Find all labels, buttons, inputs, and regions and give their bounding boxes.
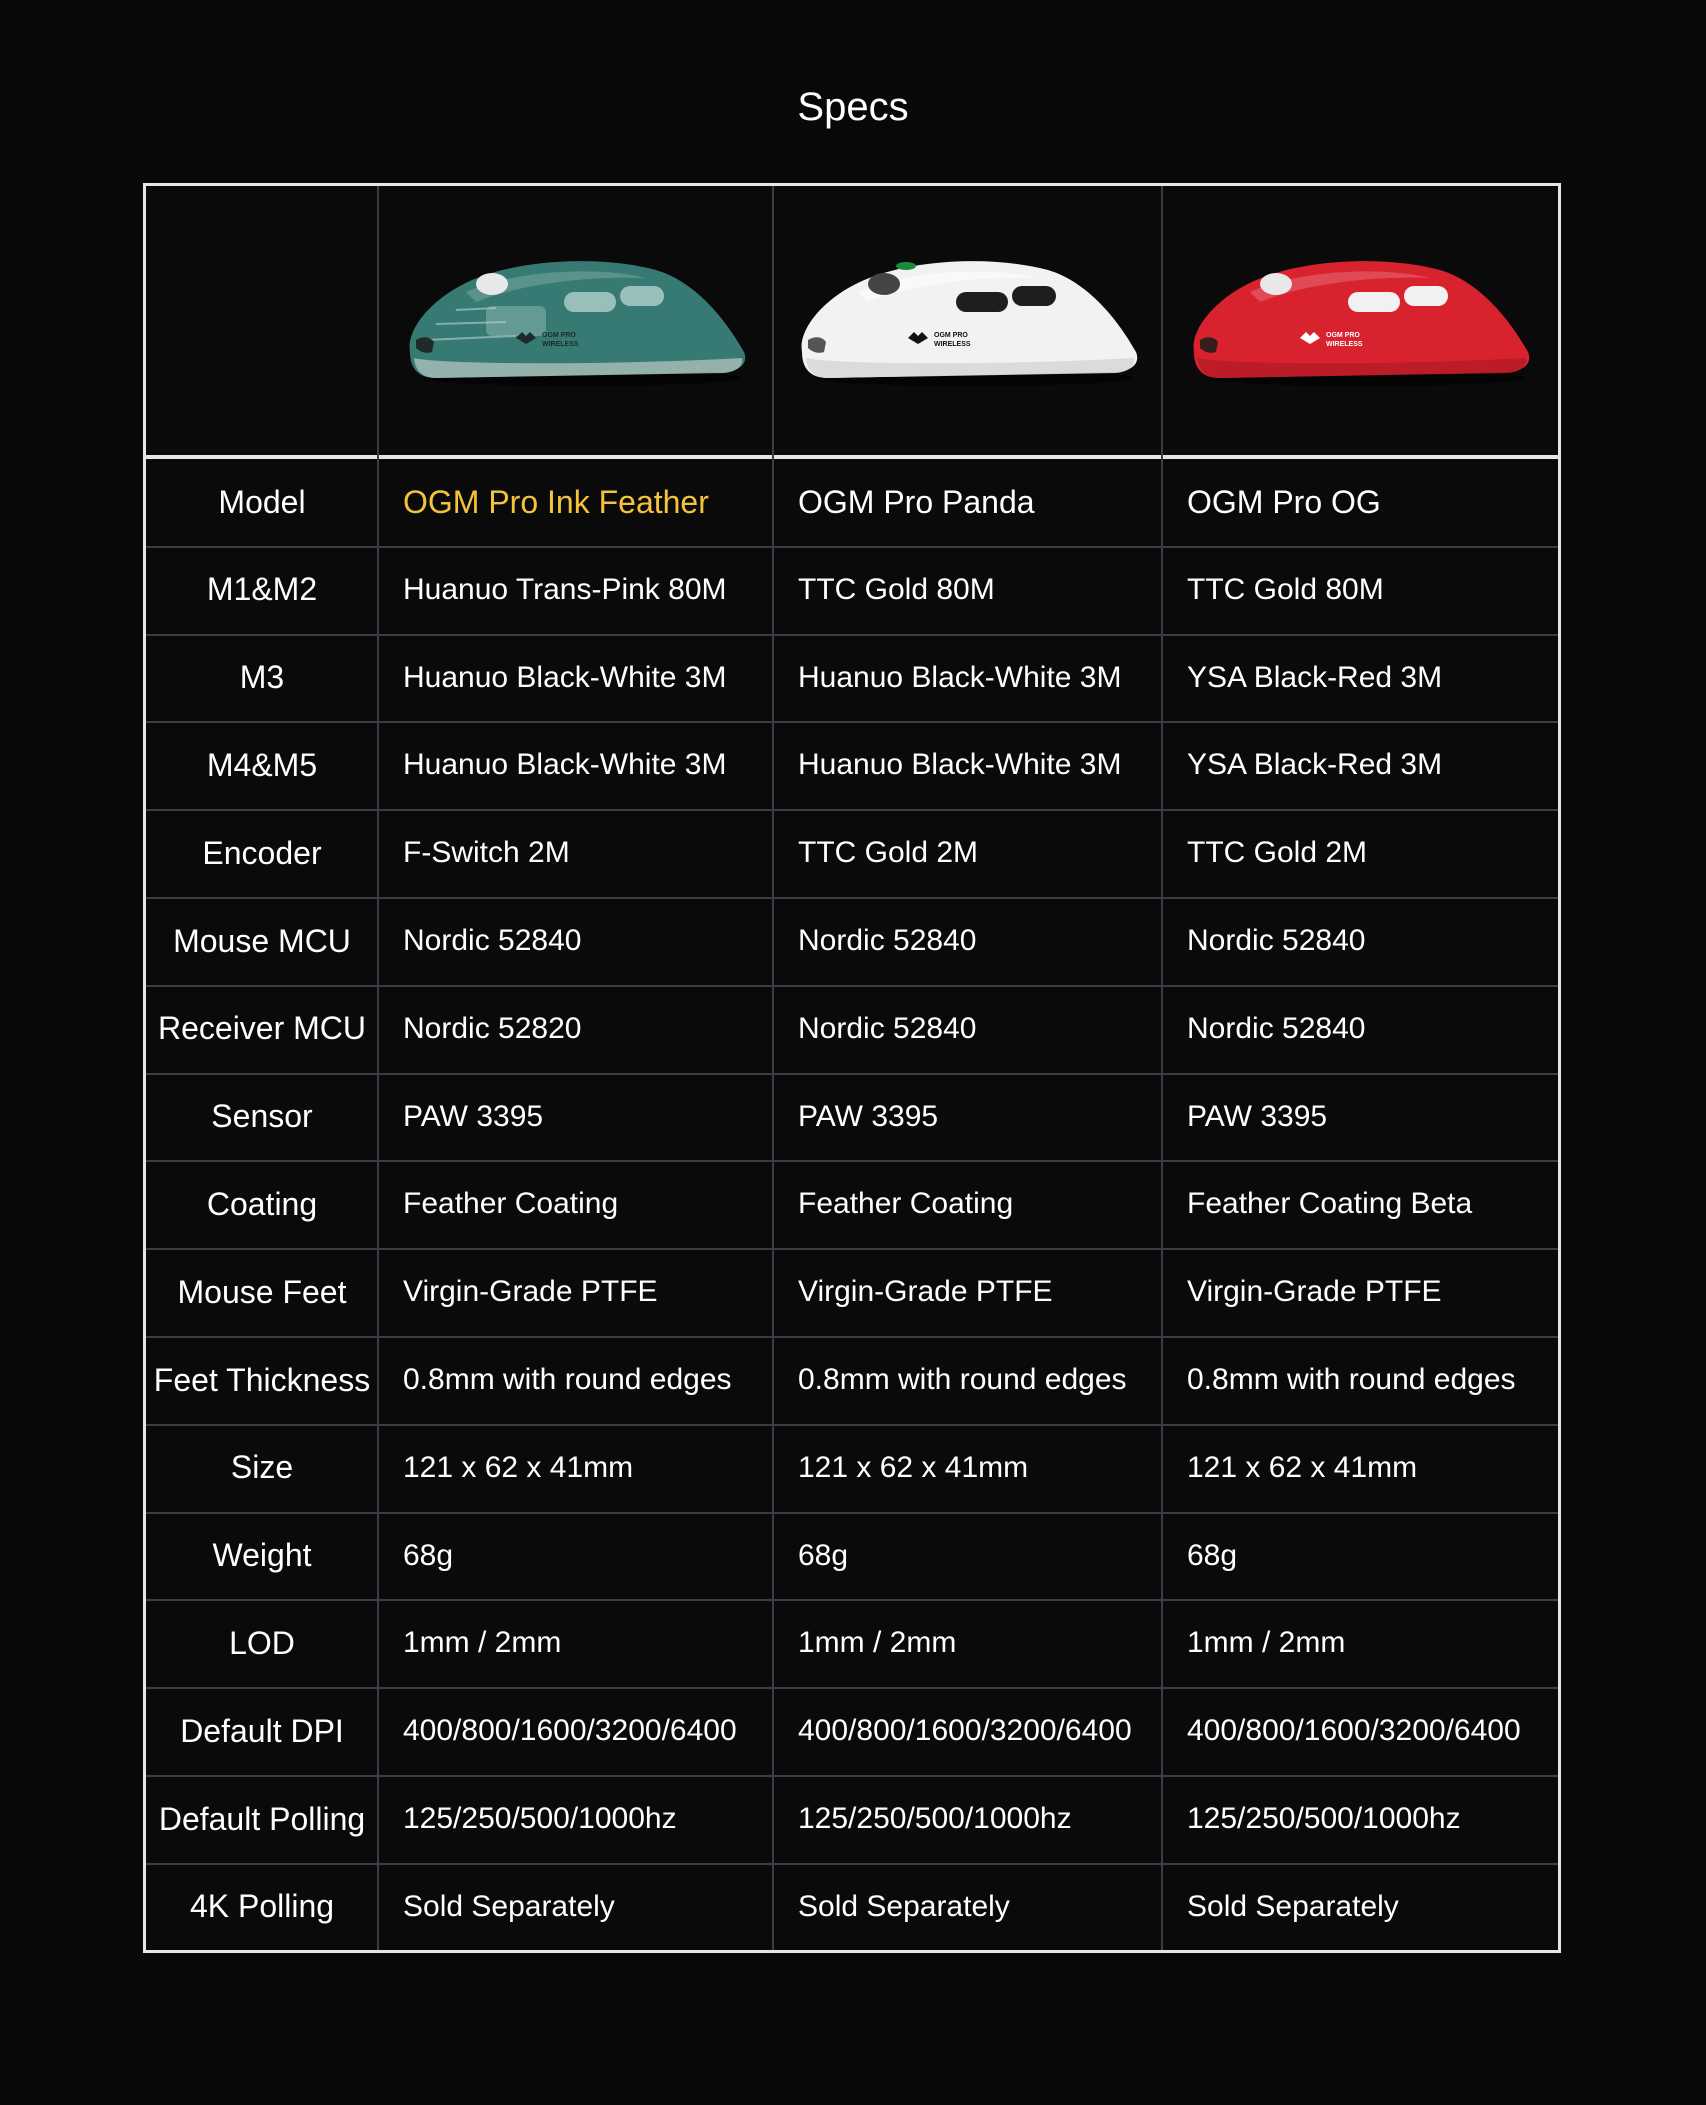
spec-value: PAW 3395 <box>798 1099 939 1133</box>
spec-value: Huanuo Black-White 3M <box>403 748 727 782</box>
spec-value: 68g <box>798 1538 849 1572</box>
spec-value: PAW 3395 <box>1187 1099 1328 1133</box>
spec-value: TTC Gold 80M <box>1187 572 1384 606</box>
product-image-cell <box>378 186 773 454</box>
spec-value: TTC Gold 80M <box>798 572 995 606</box>
scroll-wheel-icon <box>1260 273 1292 295</box>
spec-value: PAW 3395 <box>403 1099 544 1133</box>
spec-label: LOD <box>229 1624 295 1661</box>
spec-label: Coating <box>206 1185 318 1222</box>
spec-label: M3 <box>239 659 285 696</box>
spec-value: 125/250/500/1000hz <box>403 1802 677 1835</box>
brand-logo-text: OGM PRO <box>541 332 576 339</box>
spec-value: 1mm / 2mm <box>798 1626 957 1660</box>
spec-label: Default DPI <box>180 1712 344 1749</box>
spec-value: Virgin-Grade PTFE <box>1187 1275 1442 1309</box>
spec-label: Size <box>230 1449 294 1486</box>
brand-logo-text: OGM PRO <box>1326 332 1360 339</box>
brand-logo-subtext: WIRELESS <box>1326 341 1363 348</box>
product-model-name: OGM Pro Panda <box>798 483 1035 520</box>
spec-label: Weight <box>212 1537 312 1574</box>
spec-value: TTC Gold 2M <box>798 836 979 870</box>
spec-value: 1mm / 2mm <box>403 1626 562 1660</box>
spec-value: Feather Coating <box>798 1187 1014 1221</box>
spec-label: Feet Thickness <box>153 1361 371 1398</box>
spec-value: 400/800/1600/3200/6400 <box>1187 1714 1521 1748</box>
spec-value: YSA Black-Red 3M <box>1187 660 1443 694</box>
spec-value: 121 x 62 x 41mm <box>1187 1450 1418 1484</box>
spec-value: 121 x 62 x 41mm <box>798 1450 1029 1484</box>
spec-value: Nordic 52840 <box>1187 1011 1366 1045</box>
spec-value: Huanuo Trans-Pink 80M <box>403 572 727 606</box>
spec-value: 68g <box>403 1538 454 1572</box>
spec-value: YSA Black-Red 3M <box>1187 748 1443 782</box>
product-image-cell <box>773 186 1162 454</box>
side-button-icon <box>956 292 1008 312</box>
side-button-icon <box>1404 286 1448 306</box>
spec-label: Mouse MCU <box>173 922 351 959</box>
brand-logo-subtext: WIRELESS <box>933 341 971 348</box>
spec-value: 125/250/500/1000hz <box>798 1802 1072 1835</box>
side-button-icon <box>1012 286 1056 306</box>
spec-value: Huanuo Black-White 3M <box>798 660 1122 694</box>
spec-value: Sold Separately <box>798 1889 1010 1923</box>
header-corner-cell <box>146 186 378 454</box>
side-button-icon <box>564 292 616 312</box>
spec-value: 125/250/500/1000hz <box>1187 1802 1461 1835</box>
spec-label: M4&M5 <box>206 746 318 783</box>
mouse-ink-feather-image <box>396 240 756 400</box>
spec-label: 4K Polling <box>189 1888 335 1925</box>
spec-value: Sold Separately <box>1187 1889 1399 1923</box>
spec-value: Sold Separately <box>403 1889 615 1923</box>
side-button-icon <box>620 286 664 306</box>
product-model-name: OGM Pro Ink Feather <box>403 483 709 520</box>
spec-label: Default Polling <box>158 1800 366 1837</box>
spec-value: 400/800/1600/3200/6400 <box>798 1714 1132 1748</box>
spec-value: 0.8mm with round edges <box>1187 1363 1516 1396</box>
spec-value: Virgin-Grade PTFE <box>403 1275 658 1309</box>
spec-value: 1mm / 2mm <box>1187 1626 1346 1660</box>
spec-value: Feather Coating <box>403 1187 619 1221</box>
spec-value: 121 x 62 x 41mm <box>403 1450 634 1484</box>
spec-value: 400/800/1600/3200/6400 <box>403 1714 737 1748</box>
spec-label: Sensor <box>211 1098 313 1135</box>
brand-logo-subtext: WIRELESS <box>541 341 579 348</box>
brand-logo-text: OGM PRO <box>933 332 968 339</box>
spec-value: Nordic 52820 <box>403 1011 582 1045</box>
mouse-og-image <box>1180 240 1540 400</box>
spec-value: Feather Coating Beta <box>1187 1187 1473 1221</box>
spec-value: Nordic 52840 <box>798 924 977 957</box>
spec-value: 68g <box>1187 1538 1238 1572</box>
spec-value: Virgin-Grade PTFE <box>798 1275 1053 1309</box>
spec-label: Receiver MCU <box>157 1010 367 1047</box>
spec-value: TTC Gold 2M <box>1187 836 1368 870</box>
spec-label: Encoder <box>202 834 322 871</box>
spec-value: Nordic 52840 <box>1187 924 1366 957</box>
page-title: Specs <box>797 85 909 129</box>
spec-value: 0.8mm with round edges <box>798 1363 1127 1396</box>
product-image-cell <box>1162 186 1558 454</box>
mouse-panda-image <box>788 240 1148 400</box>
spec-value: Huanuo Black-White 3M <box>403 660 727 694</box>
scroll-wheel-icon <box>476 273 508 295</box>
scroll-wheel-icon <box>868 273 900 295</box>
product-model-name: OGM Pro OG <box>1187 483 1381 520</box>
spec-comparison-table <box>143 183 1561 1953</box>
spec-value: Nordic 52840 <box>403 924 582 957</box>
spec-value: F-Switch 2M <box>403 836 570 870</box>
spec-value: Nordic 52840 <box>798 1011 977 1045</box>
spec-label: M1&M2 <box>206 571 318 608</box>
spec-label: Model <box>218 483 306 520</box>
spec-value: 0.8mm with round edges <box>403 1363 732 1396</box>
side-button-icon <box>1348 292 1400 312</box>
spec-label: Mouse Feet <box>177 1273 347 1310</box>
spec-value: Huanuo Black-White 3M <box>798 748 1122 782</box>
